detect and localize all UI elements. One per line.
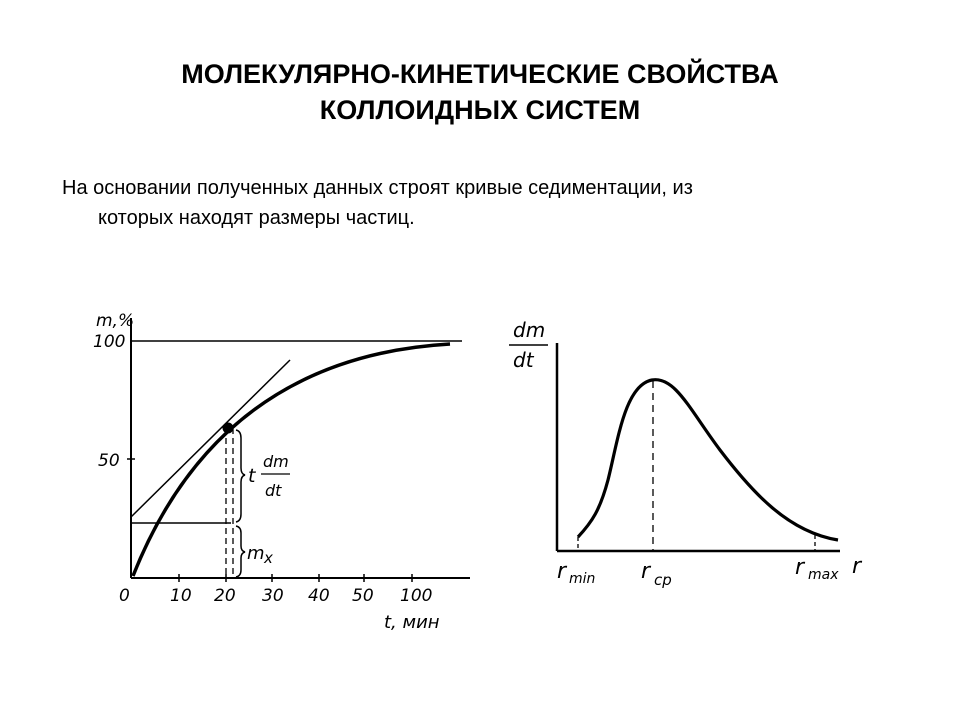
right-y-axis-dt: dt [513,348,534,372]
y-axis-label: m,% [96,311,135,331]
rmin-label-sub: min [569,571,596,587]
distribution-curve-plot [557,343,840,551]
x-tick-label-50: 50 [352,586,374,606]
brace-mx [236,526,245,577]
title-line-2: КОЛЛОИДНЫХ СИСТЕМ [319,95,641,125]
right-x-axis-label: r [852,554,862,579]
x-tick-label-0: 0 [119,586,130,606]
rmax-label-sub: max [808,567,839,583]
body-text-line-2: которых находят размеры частиц. [98,207,415,229]
tangent-label-dm: dm [263,452,289,471]
right-y-axis-dm: dm [513,318,546,342]
title-line-1: МОЛЕКУЛЯРНО-КИНЕТИЧЕСКИЕ СВОЙСТВА [181,59,779,89]
sedimentation-curve [133,344,450,576]
tangent-label-dt: dt [265,481,282,500]
x-tick-label-30: 30 [262,586,284,606]
tangent-label-t: t [248,465,256,487]
y-tick-label-50: 50 [98,451,120,471]
x-tick-label-100: 100 [400,586,433,606]
right-plot-labels [509,318,863,589]
brace-tangent [236,430,245,522]
rcp-label-r: r [641,559,651,584]
rmin-label-r: r [557,559,567,584]
rcp-label-sub: cp [654,571,672,589]
x-tick-label-10: 10 [170,586,192,606]
mx-label-m: m [247,543,265,564]
y-tick-label-100: 100 [93,332,126,352]
left-plot-labels [93,311,440,633]
rmax-label-r: r [795,555,805,580]
sedimentation-curve-plot [127,318,470,582]
x-axis-label: t, мин [384,612,440,633]
tangent-point [223,423,233,433]
x-tick-label-20: 20 [214,586,236,606]
x-tick-label-40: 40 [308,586,330,606]
body-text-line-1: На основании полученных данных строят кривые седиментации, из [62,177,693,199]
distribution-curve [578,380,838,540]
mx-label-x: x [264,549,273,567]
